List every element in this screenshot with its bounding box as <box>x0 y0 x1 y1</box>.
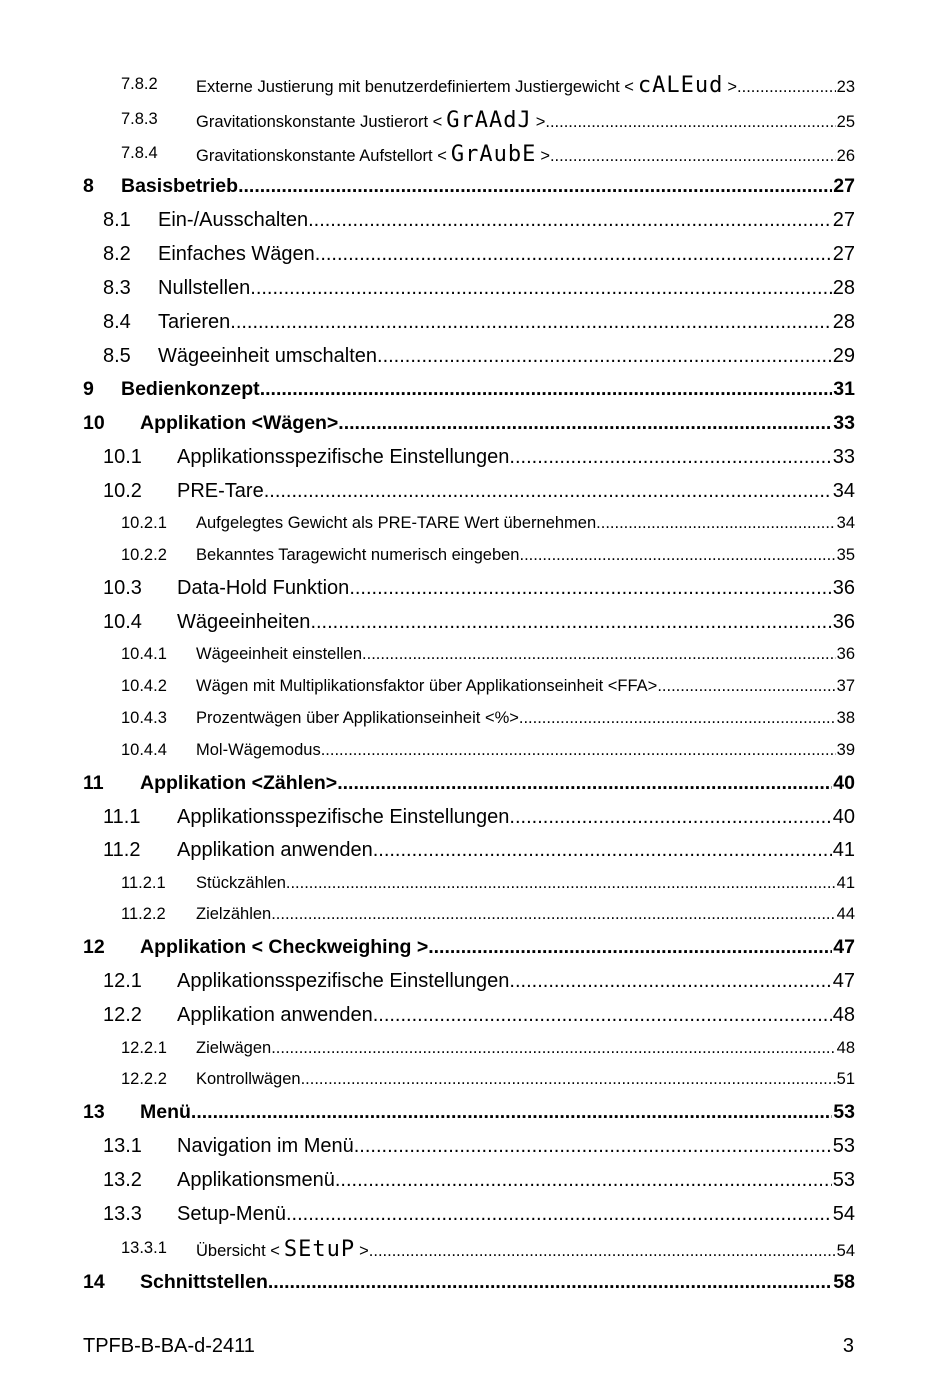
toc-entry-page: 36 <box>832 611 855 633</box>
toc-entry-title <box>158 277 855 300</box>
toc-entry-title <box>177 1135 855 1158</box>
toc-leader-dots <box>509 970 831 993</box>
toc-entry-title-suffix: > <box>359 1242 369 1260</box>
display-code: cALEud <box>637 73 724 98</box>
toc-entry-title-text: Applikation < Checkweighing > <box>140 936 429 958</box>
toc-entry-page: 53 <box>833 1101 855 1123</box>
toc-entry-number: 11.2.1 <box>121 874 166 892</box>
toc-entry-title <box>196 514 855 533</box>
toc-entry-title <box>140 1271 855 1294</box>
toc-entry-title-suffix: > <box>540 147 550 165</box>
toc-entry-number: 10 <box>83 412 105 434</box>
toc-entry-title-text: PRE-Tare <box>177 480 264 502</box>
toc-entry-title <box>158 311 855 334</box>
toc-entry-page: 53 <box>832 1169 855 1191</box>
toc-entry-title <box>196 905 855 924</box>
toc-entry-title-text: Zielzählen <box>196 905 272 923</box>
toc-entry-title-text: Applikation anwenden <box>177 839 373 861</box>
toc-entry-title-text: Gravitationskonstante Justierort < <box>196 113 443 131</box>
toc-leader-dots <box>519 546 835 565</box>
toc-entry-title <box>196 1239 855 1261</box>
toc-entry-title-text: Aufgelegtes Gewicht als PRE-TARE Wert übernehmen <box>196 514 597 532</box>
toc-entry-title-text: Zielwägen <box>196 1039 272 1057</box>
toc-entry-title <box>196 645 855 664</box>
toc-entry-title <box>196 1070 855 1089</box>
toc-entry-page: 47 <box>832 970 855 992</box>
toc-entry-page: 48 <box>832 1004 855 1026</box>
toc-entry-page: 25 <box>836 113 855 131</box>
toc-entry-number: 12.2.1 <box>121 1039 167 1057</box>
toc-entry-title-text: Nullstellen <box>158 277 251 299</box>
toc-entry-number: 12.2 <box>103 1004 142 1026</box>
toc-entry-number: 8.1 <box>103 209 131 231</box>
toc-entry-number: 13.3 <box>103 1203 142 1225</box>
toc-entry-page: 27 <box>832 243 855 265</box>
toc-leader-dots <box>271 905 835 924</box>
toc-leader-dots <box>369 1242 836 1261</box>
toc-entry-number: 8.2 <box>103 243 131 265</box>
toc-entry-page: 44 <box>836 905 855 923</box>
toc-entry-number: 11.2 <box>103 839 141 861</box>
toc-entry-number: 12.2.2 <box>121 1070 167 1088</box>
toc-entry-page: 29 <box>832 345 855 367</box>
toc-entry-number: 13.1 <box>103 1135 142 1157</box>
toc-leader-dots <box>550 147 836 166</box>
toc-entry-title-text: Applikation <Zählen> <box>140 772 338 794</box>
toc-leader-dots <box>310 611 831 634</box>
toc-leader-dots <box>657 677 835 696</box>
toc-leader-dots <box>301 1070 836 1089</box>
toc-entry-title-text: Prozentwägen über Applikationseinheit <%> <box>196 709 519 727</box>
toc-entry-title-text: Tarieren <box>158 311 231 333</box>
toc-entry-page: 31 <box>833 378 855 400</box>
toc-entry-number: 10.4 <box>103 611 142 633</box>
toc-leader-dots <box>271 1039 835 1058</box>
toc-entry-title <box>196 709 855 728</box>
toc-entry-title <box>177 839 855 862</box>
toc-leader-dots <box>354 1135 832 1158</box>
toc-entry-title <box>140 1101 855 1124</box>
toc-leader-dots <box>191 1101 832 1124</box>
toc-entry-page: 48 <box>836 1039 855 1057</box>
toc-entry-number: 11.1 <box>103 806 141 828</box>
toc-entry-number: 7.8.3 <box>121 110 158 128</box>
toc-entry-page: 58 <box>833 1271 855 1293</box>
toc-entry-number: 8.4 <box>103 311 131 333</box>
toc-entry-title-text: Ein-/Ausschalten <box>158 209 309 231</box>
toc-entry-page: 40 <box>832 806 855 828</box>
toc-entry-number: 10.4.2 <box>121 677 167 695</box>
toc-entry-title <box>177 577 855 600</box>
toc-entry-number: 8.5 <box>103 345 131 367</box>
toc-entry-title <box>177 480 855 503</box>
toc-entry-page: 39 <box>836 741 855 759</box>
display-code: GrAAdJ <box>446 108 532 133</box>
toc-entry-page: 51 <box>836 1070 855 1088</box>
toc-entry-title-text: Wägeeinheiten <box>177 611 311 633</box>
toc-entry-title-text: Einfaches Wägen <box>158 243 315 265</box>
toc-entry-number: 8 <box>83 175 94 197</box>
toc-leader-dots <box>373 1004 832 1027</box>
toc-entry-number: 10.2.2 <box>121 546 167 564</box>
toc-leader-dots <box>250 277 831 300</box>
toc-entry-title <box>196 874 855 893</box>
toc-entry-title <box>196 75 855 97</box>
toc-entry-page: 54 <box>832 1203 855 1225</box>
toc-entry-title <box>177 1169 855 1192</box>
toc-entry-number: 13.2 <box>103 1169 142 1191</box>
toc-entry-number: 8.3 <box>103 277 131 299</box>
toc-entry-page: 26 <box>836 147 855 165</box>
toc-leader-dots <box>377 345 832 368</box>
toc-entry-page: 41 <box>832 839 855 861</box>
toc-entry-title-text: Setup-Menü <box>177 1203 286 1225</box>
toc-leader-dots <box>315 243 832 266</box>
toc-entry-title-text: Basisbetrieb <box>121 175 239 197</box>
toc-entry-title-text: Wägeeinheit umschalten <box>158 345 378 367</box>
toc-leader-dots <box>428 936 832 959</box>
toc-entry-number: 10.2 <box>103 480 142 502</box>
page-number: 3 <box>842 1335 854 1357</box>
toc-entry-title-text: Data-Hold Funktion <box>177 577 350 599</box>
toc-entry-title <box>121 378 855 401</box>
toc-entry-title <box>140 772 855 795</box>
toc-entry-number: 10.4.3 <box>121 709 167 727</box>
toc-entry-page: 54 <box>836 1242 855 1260</box>
toc-leader-dots <box>286 1203 832 1226</box>
toc-entry-title <box>196 144 855 166</box>
toc-leader-dots <box>286 874 836 893</box>
toc-entry-page: 28 <box>832 311 855 333</box>
toc-entry-title-text: Applikationsspezifische Einstellungen <box>177 806 510 828</box>
toc-entry-page: 53 <box>832 1135 855 1157</box>
toc-entry-title-text: Menü <box>140 1101 191 1123</box>
toc-entry-title-text: Wägen mit Multiplikationsfaktor über Applikationseinheit <FFA> <box>196 677 658 695</box>
toc-entry-number: 7.8.4 <box>121 144 158 162</box>
toc-entry-title-text: Übersicht < <box>196 1242 280 1260</box>
toc-entry-title <box>196 741 855 760</box>
toc-leader-dots <box>509 806 831 829</box>
toc-entry-number: 10.3 <box>103 577 142 599</box>
toc-entry-number: 9 <box>83 378 94 400</box>
toc-entry-title-text: Gravitationskonstante Aufstellort < <box>196 147 447 165</box>
toc-leader-dots <box>337 772 832 795</box>
toc-entry-title <box>158 209 855 232</box>
toc-leader-dots <box>308 209 832 232</box>
toc-entry-title-text: Bedienkonzept <box>121 378 260 400</box>
toc-leader-dots <box>596 514 835 533</box>
toc-leader-dots <box>349 577 831 600</box>
toc-entry-page: 47 <box>833 936 855 958</box>
toc-entry-title-text: Kontrollwägen <box>196 1070 301 1088</box>
toc-entry-page: 34 <box>836 514 855 532</box>
toc-entry-title-text: Schnittstellen <box>140 1271 268 1293</box>
toc-leader-dots <box>509 446 831 469</box>
toc-entry-title-text: Bekanntes Taragewicht numerisch eingeben <box>196 546 520 564</box>
toc-entry-page: 28 <box>832 277 855 299</box>
toc-entry-page: 35 <box>836 546 855 564</box>
toc-entry-page: 41 <box>836 874 855 892</box>
toc-entry-page: 38 <box>836 709 855 727</box>
toc-leader-dots <box>335 1169 832 1192</box>
toc-entry-number: 14 <box>83 1271 105 1293</box>
toc-entry-title-text: Applikation anwenden <box>177 1004 373 1026</box>
toc-entry-title <box>177 1203 855 1226</box>
toc-entry-page: 23 <box>836 78 855 96</box>
toc-entry-number: 13.3.1 <box>121 1239 167 1257</box>
toc-entry-title-text: Wägeeinheit einstellen <box>196 645 363 663</box>
toc-entry-title <box>121 175 855 198</box>
toc-entry-number: 11 <box>83 772 104 794</box>
toc-entry-number: 12 <box>83 936 105 958</box>
toc-entry-page: 37 <box>836 677 855 695</box>
toc-leader-dots <box>545 113 835 132</box>
toc-entry-title <box>140 412 855 435</box>
toc-entry-page: 33 <box>833 412 855 434</box>
toc-leader-dots <box>230 311 831 334</box>
toc-entry-number: 10.1 <box>103 446 142 468</box>
display-code: GrAubE <box>450 142 537 167</box>
toc-entry-page: 33 <box>832 446 855 468</box>
toc-leader-dots <box>737 78 836 97</box>
toc-entry-number: 11.2.2 <box>121 905 166 923</box>
toc-entry-page: 27 <box>833 175 855 197</box>
toc-entry-number: 10.4.4 <box>121 741 167 759</box>
toc-entry-title <box>196 546 855 565</box>
toc-entry-title-suffix: > <box>535 113 546 131</box>
toc-entry-title <box>158 345 855 368</box>
toc-leader-dots <box>338 412 832 435</box>
toc-leader-dots <box>519 709 836 728</box>
toc-leader-dots <box>238 175 832 198</box>
toc-entry-title-text: Applikationsmenü <box>177 1169 335 1191</box>
toc-leader-dots <box>264 480 832 503</box>
toc-entry-title-text: Stückzählen <box>196 874 286 892</box>
toc-entry-title <box>177 970 855 993</box>
toc-leader-dots <box>373 839 832 862</box>
toc-entry-title <box>158 243 855 266</box>
toc-entry-number: 10.4.1 <box>121 645 167 663</box>
toc-entry-title-suffix: > <box>727 78 738 96</box>
display-code: SEtuP <box>283 1237 356 1262</box>
toc-entry-title <box>177 446 855 469</box>
toc-leader-dots <box>268 1271 832 1294</box>
toc-entry-title-text: Mol-Wägemodus <box>196 741 321 759</box>
toc-entry-title <box>196 110 855 132</box>
toc-entry-number: 7.8.2 <box>121 75 158 93</box>
toc-entry-title <box>140 936 855 959</box>
toc-entry-number: 13 <box>83 1101 105 1123</box>
toc-entry-page: 36 <box>836 645 855 663</box>
toc-entry-page: 40 <box>833 772 855 794</box>
document-id: TPFB-B-BA-d-2411 <box>83 1335 255 1357</box>
toc-entry-page: 34 <box>832 480 855 502</box>
toc-entry-page: 27 <box>832 209 855 231</box>
toc-entry-title-text: Applikationsspezifische Einstellungen <box>177 970 510 992</box>
toc-entry-page: 36 <box>832 577 855 599</box>
toc-entry-title <box>196 677 855 696</box>
toc-entry-title <box>177 806 855 829</box>
toc-entry-title-text: Applikationsspezifische Einstellungen <box>177 446 510 468</box>
toc-leader-dots <box>362 645 836 664</box>
toc-entry-title <box>177 1004 855 1027</box>
toc-entry-title-text: Externe Justierung mit benutzerdefiniertem Justiergewicht < <box>196 78 634 96</box>
toc-entry-title-text: Navigation im Menü <box>177 1135 354 1157</box>
toc-entry-number: 12.1 <box>103 970 142 992</box>
toc-leader-dots <box>260 378 833 401</box>
toc-entry-number: 10.2.1 <box>121 514 167 532</box>
toc-entry-title <box>196 1039 855 1058</box>
toc-entry-title <box>177 611 855 634</box>
toc-entry-title-text: Applikation <Wägen> <box>140 412 339 434</box>
toc-leader-dots <box>321 741 836 760</box>
